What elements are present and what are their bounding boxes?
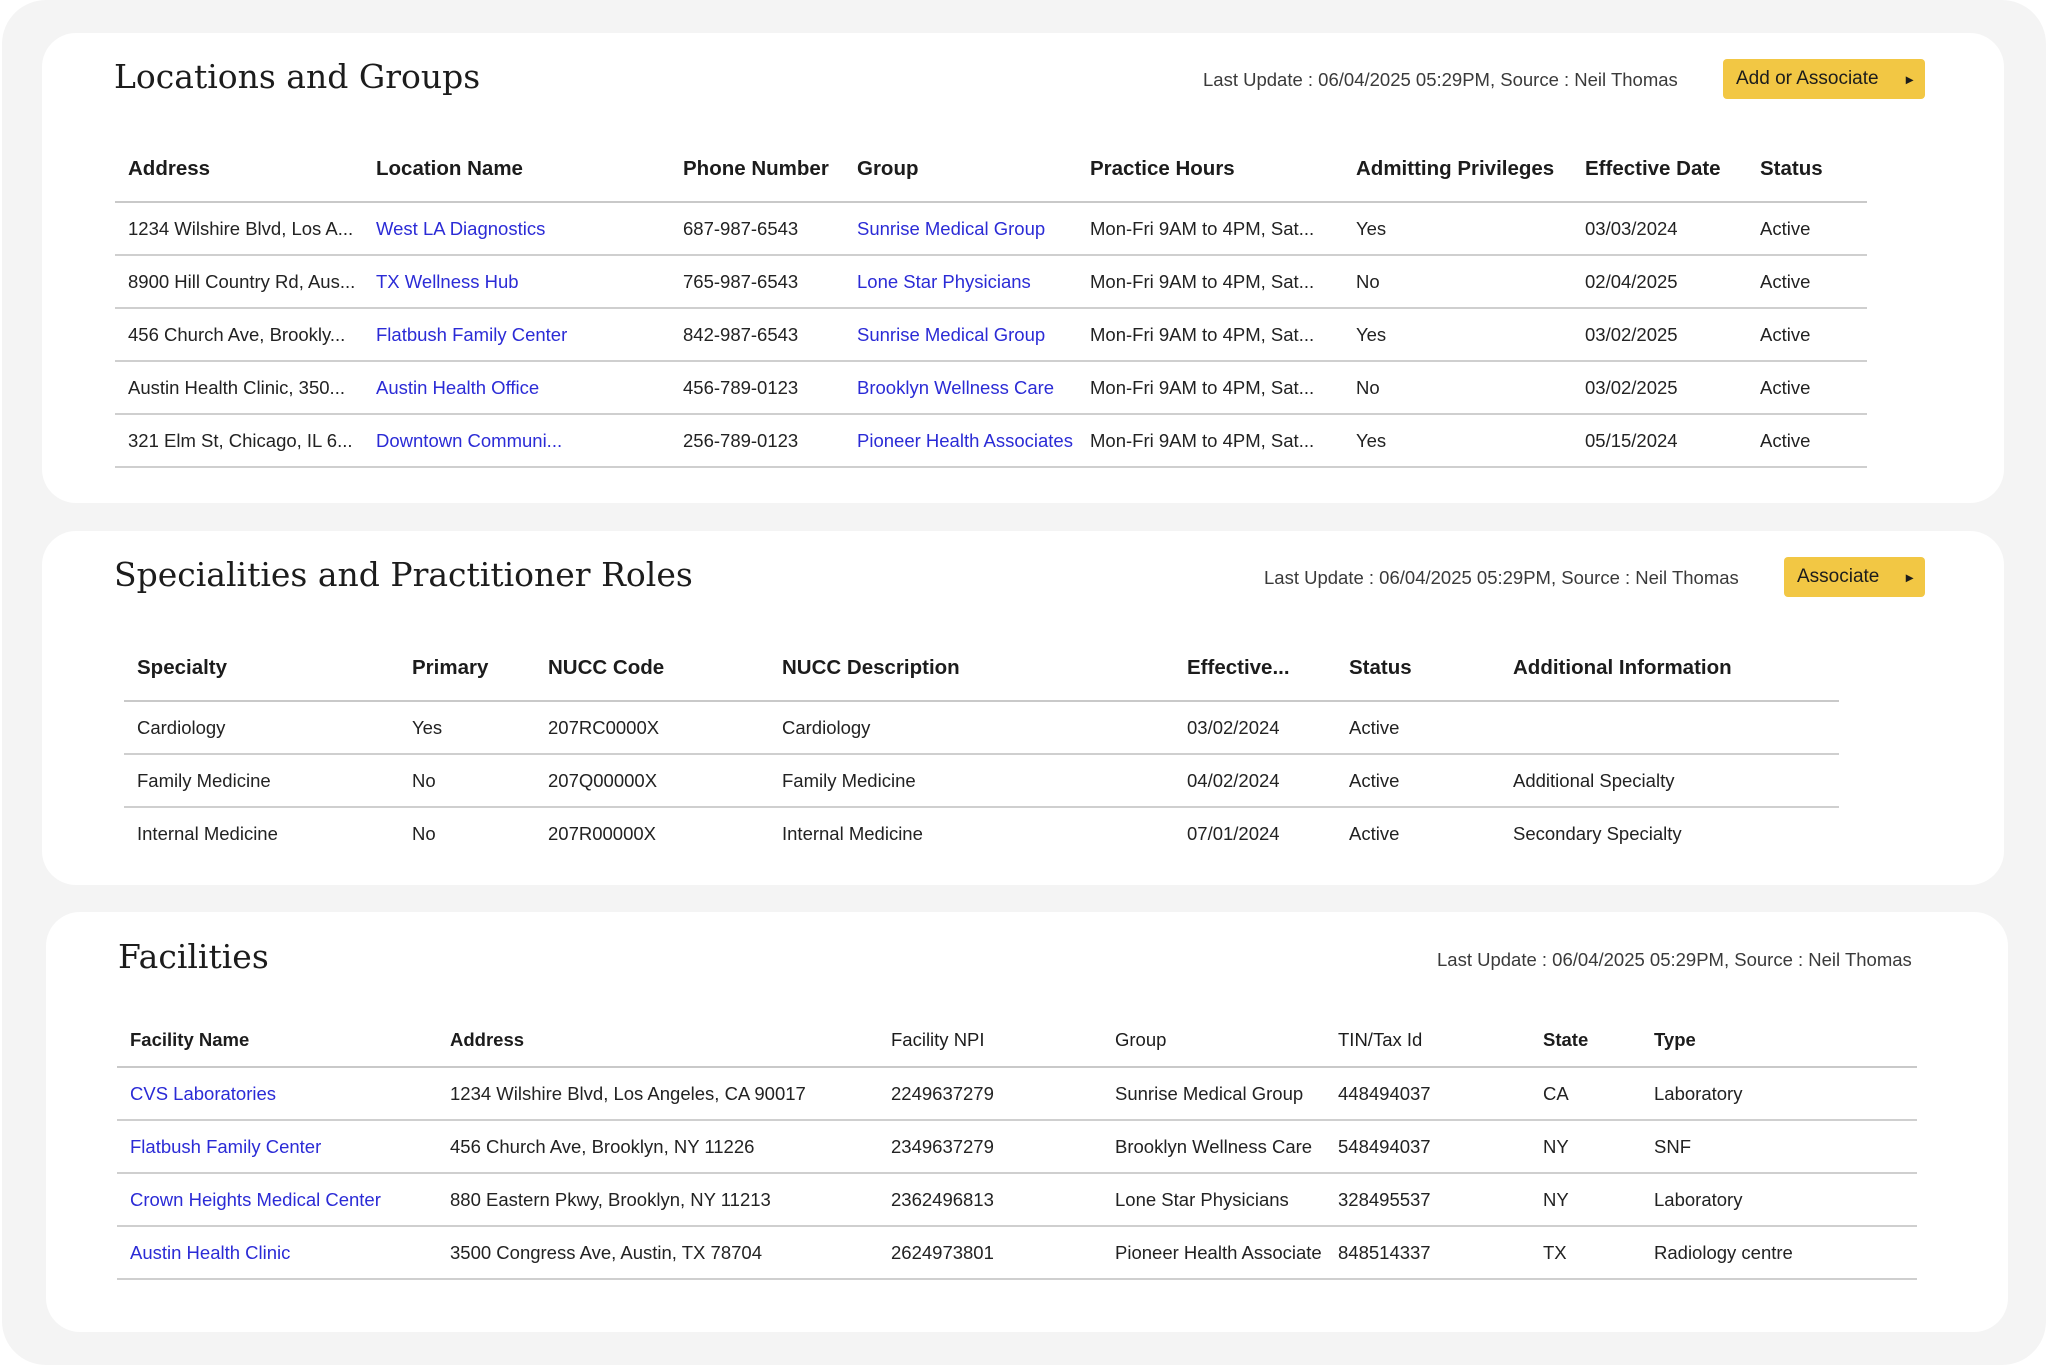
phone-cell: 765-987-6543: [670, 255, 844, 308]
add-or-associate-label: Add or Associate: [1736, 68, 1879, 89]
table-row: [117, 1226, 1917, 1279]
hours-cell: Mon-Fri 9AM to 4PM, Sat...: [1077, 202, 1343, 255]
table-row: [115, 202, 1867, 255]
hours-cell: Mon-Fri 9AM to 4PM, Sat...: [1077, 361, 1343, 414]
address-cell: 1234 Wilshire Blvd, Los Angeles, CA 90017: [437, 1067, 878, 1120]
privileges-cell: No: [1343, 361, 1572, 414]
table-row: [124, 754, 1839, 807]
col-type: Type: [1641, 1013, 1917, 1067]
group-link[interactable]: Sunrise Medical Group: [844, 308, 1077, 361]
col-group: Group: [844, 137, 1077, 202]
phone-cell: 256-789-0123: [670, 414, 844, 467]
privileges-cell: Yes: [1343, 308, 1572, 361]
table-row: [115, 308, 1867, 361]
npi-cell: 2349637279: [878, 1120, 1102, 1173]
nucc-code-cell: 207R00000X: [548, 823, 657, 844]
type-cell: Laboratory: [1641, 1067, 1917, 1120]
date-cell: 03/02/2025: [1572, 361, 1747, 414]
npi-cell: 2362496813: [878, 1173, 1102, 1226]
npi-cell: 2624973801: [878, 1226, 1102, 1279]
specialities-card: [42, 531, 2004, 885]
col-nucc-description: NUCC Description: [769, 636, 1174, 701]
col-group: Group: [1102, 1013, 1325, 1067]
state-cell: NY: [1530, 1173, 1641, 1226]
associate-button[interactable]: [1784, 557, 1925, 597]
specialty-cell: Cardiology: [124, 701, 399, 754]
hours-cell: Mon-Fri 9AM to 4PM, Sat...: [1077, 414, 1343, 467]
group-link[interactable]: Brooklyn Wellness Care: [844, 361, 1077, 414]
hours-cell: Mon-Fri 9AM to 4PM, Sat...: [1077, 308, 1343, 361]
date-cell: 02/04/2025: [1572, 255, 1747, 308]
type-cell: SNF: [1641, 1120, 1917, 1173]
specialities-title: Specialities and Practitioner Roles: [114, 555, 693, 594]
tin-cell: 548494037: [1325, 1120, 1530, 1173]
facilities-card: [46, 912, 2008, 1332]
primary-cell: No: [412, 823, 436, 844]
nucc-description-cell: Internal Medicine: [782, 823, 923, 844]
status-cell: Active: [1336, 754, 1500, 807]
col-specialty: Specialty: [124, 636, 399, 701]
col-primary: Primary: [399, 636, 535, 701]
status-cell: Active: [1747, 202, 1867, 255]
address-cell: 456 Church Ave, Brooklyn, NY 11226: [437, 1120, 878, 1173]
additional-info-cell: [1500, 701, 1839, 754]
group-cell: Lone Star Physicians: [1102, 1173, 1325, 1226]
type-cell: Radiology centre: [1641, 1226, 1917, 1279]
status-cell: Active: [1336, 701, 1500, 754]
chevron-right-icon: ▸: [1905, 568, 1913, 585]
table-row: [115, 255, 1867, 308]
address-cell: 1234 Wilshire Blvd, Los A...: [115, 202, 363, 255]
tin-cell: 328495537: [1325, 1173, 1530, 1226]
locations-table: [115, 137, 1867, 468]
state-cell: CA: [1530, 1067, 1641, 1120]
address-cell: 456 Church Ave, Brookly...: [115, 308, 363, 361]
table-row: [115, 361, 1867, 414]
phone-cell: 687-987-6543: [670, 202, 844, 255]
col-facility-npi: Facility NPI: [878, 1013, 1102, 1067]
phone-cell: 842-987-6543: [670, 308, 844, 361]
additional-info-cell: Additional Specialty: [1500, 754, 1839, 807]
status-cell: Active: [1747, 308, 1867, 361]
specialty-cell: Family Medicine: [124, 754, 399, 807]
group-cell: Brooklyn Wellness Care: [1102, 1120, 1325, 1173]
facilities-title: Facilities: [118, 937, 269, 976]
col-tin-tax-id: TIN/Tax Id: [1325, 1013, 1530, 1067]
status-cell: Active: [1747, 255, 1867, 308]
group-cell: Pioneer Health Associate: [1102, 1226, 1325, 1279]
location-name-link[interactable]: West LA Diagnostics: [363, 202, 670, 255]
col-status: Status: [1336, 636, 1500, 701]
location-name-link[interactable]: TX Wellness Hub: [363, 255, 670, 308]
chevron-right-icon: ▸: [1905, 70, 1913, 87]
facilities-last-update: Last Update : 06/04/2025 05:29PM, Source : Neil Thomas: [1437, 949, 1912, 970]
group-cell: Sunrise Medical Group: [1102, 1067, 1325, 1120]
col-effective-date: Effective...: [1174, 636, 1336, 701]
facility-name-link[interactable]: Austin Health Clinic: [117, 1226, 437, 1279]
facilities-header-row: [117, 1013, 1917, 1067]
date-cell: 07/01/2024: [1187, 823, 1280, 844]
hours-cell: Mon-Fri 9AM to 4PM, Sat...: [1077, 255, 1343, 308]
facilities-table: [117, 1013, 1917, 1280]
table-row: [115, 414, 1867, 467]
state-cell: NY: [1530, 1120, 1641, 1173]
date-cell: 05/15/2024: [1572, 414, 1747, 467]
add-or-associate-button[interactable]: [1723, 59, 1925, 99]
type-cell: Laboratory: [1641, 1173, 1917, 1226]
primary-cell: No: [399, 754, 535, 807]
col-nucc-code: NUCC Code: [535, 636, 769, 701]
nucc-code-cell: 207RC0000X: [535, 701, 769, 754]
col-location-name: Location Name: [363, 137, 670, 202]
date-cell: 03/03/2024: [1572, 202, 1747, 255]
col-additional-information: Additional Information: [1500, 636, 1839, 701]
table-row: [117, 1067, 1917, 1120]
col-state: State: [1530, 1013, 1641, 1067]
address-cell: 321 Elm St, Chicago, IL 6...: [115, 414, 363, 467]
col-status: Status: [1747, 137, 1867, 202]
specialty-cell: Internal Medicine: [137, 823, 278, 844]
table-row: [117, 1173, 1917, 1226]
col-practice-hours: Practice Hours: [1077, 137, 1343, 202]
privileges-cell: Yes: [1343, 202, 1572, 255]
location-name-link[interactable]: Austin Health Office: [363, 361, 670, 414]
status-cell: Active: [1349, 823, 1400, 844]
nucc-code-cell: 207Q00000X: [535, 754, 769, 807]
status-cell: Active: [1747, 414, 1867, 467]
specialities-header-row: [124, 636, 1839, 701]
associate-label: Associate: [1797, 566, 1880, 587]
location-name-link[interactable]: Downtown Communi...: [363, 414, 670, 467]
nucc-description-cell: Family Medicine: [769, 754, 1174, 807]
facility-name-link[interactable]: CVS Laboratories: [117, 1067, 437, 1120]
group-link[interactable]: Sunrise Medical Group: [844, 202, 1077, 255]
table-row: [124, 807, 1839, 860]
primary-cell: Yes: [399, 701, 535, 754]
address-cell: 8900 Hill Country Rd, Aus...: [115, 255, 363, 308]
facility-name-link[interactable]: Crown Heights Medical Center: [117, 1173, 437, 1226]
status-cell: Active: [1747, 361, 1867, 414]
tin-cell: 848514337: [1325, 1226, 1530, 1279]
group-link[interactable]: Lone Star Physicians: [844, 255, 1077, 308]
date-cell: 04/02/2024: [1174, 754, 1336, 807]
col-admitting-privileges: Admitting Privileges: [1343, 137, 1572, 202]
phone-cell: 456-789-0123: [670, 361, 844, 414]
col-address: Address: [115, 137, 363, 202]
date-cell: 03/02/2024: [1174, 701, 1336, 754]
specialities-table: [124, 636, 1839, 860]
table-row: [124, 701, 1839, 754]
locations-last-update: Last Update : 06/04/2025 05:29PM, Source : Neil Thomas: [1203, 69, 1678, 90]
state-cell: TX: [1530, 1226, 1641, 1279]
address-cell: 3500 Congress Ave, Austin, TX 78704: [437, 1226, 878, 1279]
locations-header-row: [115, 137, 1867, 202]
page-background: [2, 0, 2046, 1365]
location-name-link[interactable]: Flatbush Family Center: [363, 308, 670, 361]
specialities-last-update: Last Update : 06/04/2025 05:29PM, Source : Neil Thomas: [1264, 567, 1739, 588]
address-cell: 880 Eastern Pkwy, Brooklyn, NY 11213: [437, 1173, 878, 1226]
table-row: [117, 1120, 1917, 1173]
address-cell: Austin Health Clinic, 350...: [115, 361, 363, 414]
privileges-cell: Yes: [1343, 414, 1572, 467]
col-facility-name: Facility Name: [117, 1013, 437, 1067]
group-link[interactable]: Pioneer Health Associates: [844, 414, 1077, 467]
locations-title: Locations and Groups: [114, 57, 481, 96]
date-cell: 03/02/2025: [1572, 308, 1747, 361]
locations-card: [42, 33, 2004, 503]
facility-name-link[interactable]: Flatbush Family Center: [117, 1120, 437, 1173]
privileges-cell: No: [1343, 255, 1572, 308]
col-effective-date: Effective Date: [1572, 137, 1747, 202]
npi-cell: 2249637279: [878, 1067, 1102, 1120]
nucc-description-cell: Cardiology: [769, 701, 1174, 754]
tin-cell: 448494037: [1325, 1067, 1530, 1120]
additional-info-cell: Secondary Specialty: [1513, 823, 1682, 844]
col-phone-number: Phone Number: [670, 137, 844, 202]
col-address: Address: [437, 1013, 878, 1067]
